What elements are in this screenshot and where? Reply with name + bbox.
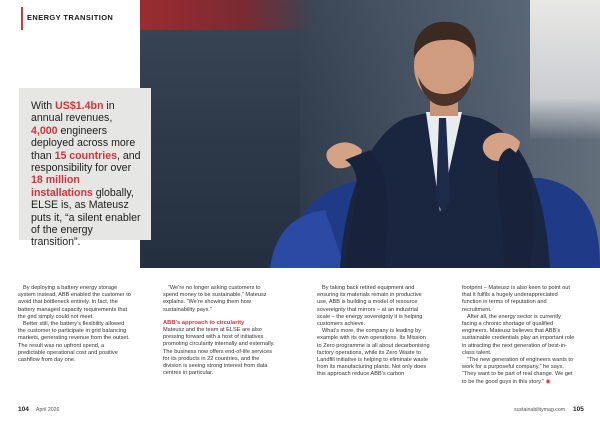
- article-column-1: [18, 285, 131, 364]
- section-label: ENERGY TRANSITION: [27, 13, 114, 22]
- col1-paragraph-2: Better still, the battery’s flexibility allowed the customer to participate in grid balancing markets, generating revenue from the outset. The result was no upfront spend, a predictable operational cost and positive cashflow from day one.: [18, 321, 130, 364]
- site-url: sustainabilitymag.com: [514, 407, 566, 413]
- quote-highlight-engineers: 4,000: [31, 124, 58, 137]
- col2-paragraph-2: Mateusz and the team at ELSE are also pressing forward with a host of initiatives promoting circularity internally and externally. The business now offers end-of-life services for its products in 22 countries, and the division is seeing strong interest from data centres in particular.: [163, 327, 275, 377]
- col4-paragraph-2: After all, the energy sector is currently facing a chronic shortage of qualified engineers. Mateusz believes that ABB’s sustainable credentials play an important role in attracting the next generation of best-in-class talent.: [462, 313, 575, 356]
- col4-paragraph-3: [462, 357, 575, 386]
- col3-paragraph-2: What’s more, the company is leading by example with its own operations. Its Mission to Zero programme is all about decarbonising factory operations, while its Zero Waste to Landfill initiative is helping to eliminate waste from its manufacturing plants. Not only does this approach reduce ABB’s carbon: [317, 328, 430, 378]
- quote-text-5: globally, ELSE is, as Mateusz puts it, “a silent enabler of the energy transition”.: [31, 186, 141, 249]
- article-column-3: [317, 285, 430, 379]
- col3-paragraph-1: By taking back retired equipment and ensuring its materials remain in productive use, ABB is building a model of resource sovereignty that mirrors – at an industrial scale – the energy sovereignty it is helping customers achieve.: [317, 285, 423, 328]
- page-number-left: 104: [18, 406, 29, 413]
- quote-text-2: in annual revenues,: [31, 100, 115, 125]
- col2-paragraph-1: “We’re no longer asking customers to spend money to be sustainable,” Mateusz explains. “We’re showing them how sustainability pays.”: [163, 285, 267, 313]
- section-accent-rule: [21, 7, 23, 30]
- col1-paragraph-1: By deploying a battery energy storage system instead, ABB enabled the customer to avoid that bottleneck entirely. In fact, the battery managed capacity requirements that the grid simply could not meet.: [18, 285, 131, 320]
- speaker-photo: [140, 0, 600, 268]
- issue-date: April 2026: [36, 407, 60, 413]
- col4-paragraph-3-text: “The new generation of engineers wants to work for a purposeful company,” he says. “They want to be part of real change. We get to be the good guys in this story.”: [462, 357, 574, 385]
- col2-subheading: ABB’s approach to circularity: [163, 319, 245, 326]
- pull-quote-box: [19, 88, 151, 249]
- quote-highlight-countries: 15 countries: [54, 149, 117, 162]
- col4-paragraph-1: footprint – Mateusz is also keen to point out that it fulfils a hugely underappreciated function in terms of reputation and recruitment.: [462, 285, 570, 313]
- article-column-2: [163, 285, 276, 377]
- quote-text-1: With: [31, 100, 56, 112]
- quote-highlight-installations: 18 million installations: [31, 174, 93, 199]
- pull-quote-text: [31, 100, 141, 249]
- page-number-right: 105: [573, 406, 584, 413]
- article-column-4: [462, 285, 575, 386]
- speaker-illustration: [140, 0, 600, 268]
- quote-highlight-revenue: US$1.4bn: [55, 100, 104, 112]
- quote-text-4: , and responsibility for over: [31, 149, 141, 175]
- quote-text-3: engineers deployed across more than: [31, 124, 136, 162]
- article-end-mark-icon: ◉: [545, 378, 551, 385]
